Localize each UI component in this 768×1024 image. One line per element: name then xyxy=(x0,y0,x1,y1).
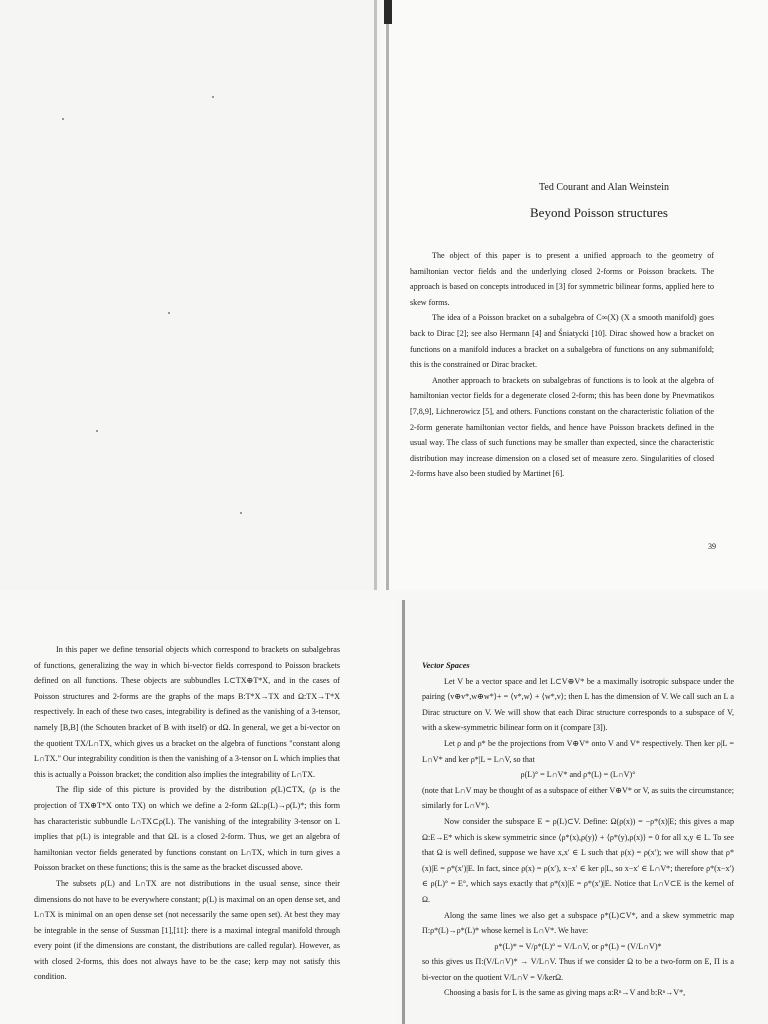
paper-title: Beyond Poisson structures xyxy=(530,205,668,220)
paragraph: In this paper we define tensorial objects which correspond to brackets on subalgebras of functions, generalizing the way in which bi-vector fields correspond to Poisson brackets defined on all functions. These objects are subbundles L⊂TX⊕T*X, and in the cases of Poisson structures and 2-forms are the graphs of the maps B:T*X→TX and Ω:TX→T*X respectively. In each of these two cases, integrability is defined as the vanishing of a 3-tensor, namely [B,B] (the Schouten bracket of B with itself) or dΩ. In general, we get a bi-vector on the quotient TX/L∩TX, which gives us a bracket on the algebra of functions "constant along L∩TX." Our integrability condition is then the vanishing of a 3-tensor on L which implies that this is actually a Poisson bracket; the condition also implies the integrability of L∩TX. xyxy=(34,645,341,779)
intro-page xyxy=(0,600,396,1024)
paragraph: Let V be a vector space and let L⊂V⊕V* be a maximally isotropic subspace under the pairing ⟨v⊕v*,w⊕w*⟩+ = ⟨v*,w⟩ + ⟨w*,v⟩; then L has the dimension of V. We call such an L a Dirac structure on V. We will show that each Dirac structure corresponds to a subspace of V, with a skew-symmetric bilinear form on it (compare [3]). xyxy=(422,676,734,733)
paragraph: The subsets ρ(L) and L∩TX are not distributions in the usual sense, since their dimensions do not have to be everywhere constant; ρ(L) is maximal on an open dense set, and L∩TX is minimal on an open dense set (not necessarily the same open set). At best they may be integrable in the sense of Sussman [1],[11]: there is a maximal integral manifold through every point (if the dimensions are constant, the distributions are called regular). However, as with closed 2-forms, this does not always have to be the case; kerρ may not satisfy this condition. xyxy=(34,878,340,982)
paragraph: The object of this paper is to present a unified approach to the geometry of hamiltonian vector fields and the underlying closed 2-forms or Poisson brackets. The approach is based on concepts introduced in [3] for symmetric bilinear forms, applied here to skew forms. xyxy=(410,251,714,307)
binding-edge xyxy=(386,24,389,590)
paragraph: Choosing a basis for L is the same as giving maps a:Rⁿ→V and b:Rⁿ→V*, xyxy=(444,988,686,998)
title-page xyxy=(384,0,768,590)
section-heading: Vector Spaces xyxy=(422,661,470,670)
scan-speck xyxy=(62,118,64,120)
equation: ρ(L)° = L∩V* and ρ*(L) = (L∩V)° xyxy=(520,770,636,780)
binding-edge xyxy=(402,600,405,1024)
vector-spaces-page xyxy=(402,600,768,1024)
paragraph: Now consider the subspace E = ρ(L)⊂V. Define: Ω(ρ(x)) = −ρ*(x)|E; this gives a map Ω:E→E* which is skew symmetric since ⟨ρ*(x),ρ(y)⟩ + ⟨ρ*(y),ρ(x)⟩ = 0 for all x,y ∈ L. To see that Ω is well defined, suppose we have x,x′ ∈ L such that ρ(x) = ρ(x′); we will show that ρ*(x)|E = ρ*(x′)|E. In fact, since ρ(x) = ρ(x′), x−x′ ∈ ker ρ|L, so x−x′ ∈ L∩V*; therefore ρ*(x−x′) ∈ ρ(L)° = E°, which says exactly that ρ*(x)|E = ρ*(x′)|E. Notice that L∩V⊂E is the kernel of Ω. xyxy=(422,816,734,904)
scan-speck xyxy=(212,96,214,98)
paragraph: Let ρ and ρ* be the projections from V⊕V* onto V and V* respectively. Then ker ρ|L = L∩V* and ker ρ*|L = L∩V, so that xyxy=(422,738,734,764)
equation: ρ*(L)* = V/ρ*(L)° = V/L∩V, or ρ*(L) = (V/L∩V)* xyxy=(494,941,662,951)
binding-mark xyxy=(384,0,392,24)
authors: Ted Courant and Alan Weinstein xyxy=(539,182,669,193)
blank-left-page xyxy=(0,0,380,590)
scan-speck xyxy=(96,430,98,432)
paragraph: The idea of a Poisson bracket on a subalgebra of C∞(X) (X a smooth manifold) goes back to Dirac [2]; see also Hermann [4] and Śniatycki [10]. Dirac showed how a bracket on functions on a manifold induces a bracket on a subalgebra of functions on any submanifold; this is the constrained or Dirac bracket. xyxy=(410,313,714,370)
page-number: 39 xyxy=(708,542,716,551)
scan-speck xyxy=(168,312,170,314)
paragraph: The flip side of this picture is provided by the distribution ρ(L)⊂TX, (ρ is the projection of TX⊕T*X onto TX) on which we define a 2-form ΩL:ρ(L)→ρ(L)*; this form has characteristic subbundle L∩TX⊂ρ(L). The vanishing of the integrability 3-tensor on L implies that ρ(L) is integrable and that ΩL is a closed 2-form. Thus, we get an algebra of hamiltonian vector fields generated by functions constant on L∩TX, which in turn gives a Poisson bracket on these functions; this is the same as the bracket discussed above. xyxy=(34,785,340,873)
paragraph: so this gives us Π:(V/L∩V)* → V/L∩V. Thus if we consider Ω to be a two-form on E, Π is a bi-vector on the quotient V/L∩V = V/kerΩ. xyxy=(422,957,734,982)
paragraph: Along the same lines we also get a subspace ρ*(L)⊂V*, and a skew symmetric map Π:ρ*(L)→ρ*(L)* whose kernel is L∩V*. We have: xyxy=(422,910,734,936)
paragraph: (note that L∩V may be thought of as a subspace of either V⊕V* or V, as suits the circumstance; similarly for L∩V*). xyxy=(422,785,734,811)
intro-text xyxy=(34,642,340,985)
page-edge xyxy=(374,0,377,590)
scan-speck xyxy=(240,512,242,514)
paragraph: Another approach to brackets on subalgebras of functions is to look at the algebra of hamiltonian vector fields for a degenerate closed 2-form; this has been done by Pnevmatikos [7,8,9], Lichnerowicz [5], and others. Functions constant on the characteristic foliation of the 2-form generate hamiltonian vector fields, and hence have Poisson brackets defined in the usual way. The class of such functions may be smaller than expected, since the characteristic distribution may increase dimension on a closed set of measure zero. Singularities of closed 2-forms have also been studied by Martinet [6]. xyxy=(410,375,714,479)
vector-spaces-text xyxy=(422,658,734,1001)
abstract-text xyxy=(410,248,714,482)
